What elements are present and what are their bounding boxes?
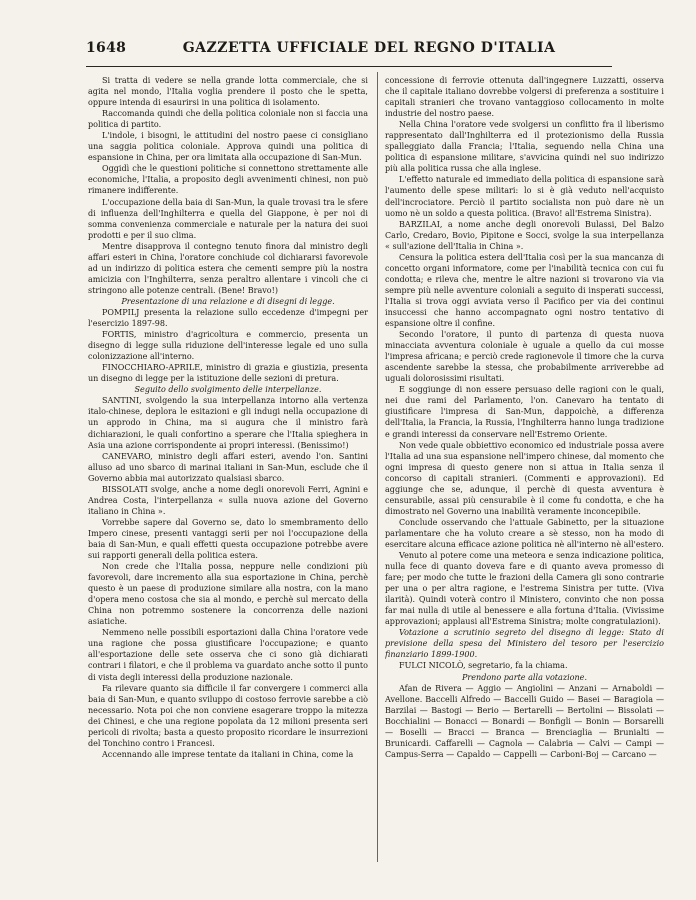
paragraph: concessione di ferrovie ottenuta dall'ingegnere Luzzatti, osserva che il capitale italiano dovrebbe volgersi di preferenza a sostituire i capitali stranieri che trovano vantaggioso collocamento in molte industrie del nostro paese. <box>385 76 664 119</box>
paragraph: Secondo l'oratore, il punto di partenza di questa nuova minacciata avventura coloniale è uguale a quello da cui mosse l'impresa africana; e perciò crede ragionevole il timore che la curva ascendente sarebbe la stessa, che probabilmente arriverebbe ad uguali dolorosissimi risultati. <box>385 330 664 384</box>
voters-list: Afan de Rivera — Aggio — Angiolini — Anzani — Arnaboldi — Avellone. Baccelli Alfredo — Baccelli Guido — Basei — Baragiola — Barzilai — Bastogi — Berio — Bertarelli — Bertolini — Bissolati — Bocchialini — Bonacci — Bonardi — Bonfigli — Bonin — Borsarelli — Boselli — Bracci — Branca — Brenciaglia — Brunialti — Brunicardi. Caffarelli — Cagnola — Calabria — Calvi — Campi — Campus-Serra — Capaldo — Cappelli — Carboni-Boj — Carcano — <box>385 683 664 759</box>
paragraph: SANTINI, svolgendo la sua interpellanza intorno alla vertenza italo-chinese, deplora le esitazioni e gli indugi nella occupazione di un approdo in China, ma si augura che il ministro farà dichiarazioni, le quali confortino a sperare che l'Italia spieghera in Asia una azione corrispondente ai propri interessi. (Benissimo!) <box>88 396 368 450</box>
paragraph: Mentre disapprova il contegno tenuto finora dal ministro degli affari esteri in China, l'oratore conchiude col dichiararsi favorevole ad un indirizzo di politica estera che cementi sempre più la nostra amicizia con l'Inghilterra, senza peraltro allentare i vincoli che ci stringono alle potenze centrali. (Bene! Bravo!) <box>88 241 368 295</box>
paragraph: Nemmeno nelle possibili esportazioni dalla China l'oratore vede una ragione che possa giustificare l'occupazione; e quanto all'esportazione delle sete osserva che ci sono già dichiarati contrari i filatori, e che il problema va guardato anche sotto il punto di vista degli interessi della produzione nazionale. <box>88 628 368 682</box>
paragraph: L'indole, i bisogni, le attitudini del nostro paese ci consigliano una saggia politica coloniale. Approva quindi una politica di espansione in China, per ora limitata alla occupazione di San-Mun. <box>88 131 368 163</box>
paragraph: L'effetto naturale ed immediato della politica di espansione sarà l'aumento delle spese militari: lo si è già veduto nell'acquisto dell'incrociatore. Perciò il partito socialista non può dare nè un uomo nè un soldo a questa politica. (Bravo! all'Estrema Sinistra). <box>385 175 664 218</box>
paragraph: Venuto al potere come una meteora e senza indicazione politica, nulla fece di quanto doveva fare e di quanto aveva promesso di fare; per modo che tutte le frazioni della Camera gli sono contrarie per una o per altra ragione, e l'estrema Sinistra per tutte. (Viva ilarità). Quindi voterà contro il Ministero, convinto che non possa far mai nulla di utile al benessere e alla fortuna d'Italia. (Vivissime approvazioni; applausi all'Estrema Sinistra; molte congratulazioni). <box>385 551 664 627</box>
paragraph: BISSOLATI svolge, anche a nome degli onorevoli Ferri, Agnini e Andrea Costa, l'interpellanza « sulla nuova azione del Governo italiano in China ». <box>88 484 368 516</box>
paragraph: Fa rilevare quanto sia difficile il far convergere i commerci alla baia di San-Mun, e quanto sviluppo di costoso ferrovie sarebbe a ciò necessario. Nota poi che non conviene esagerare troppo la mitezza dei Chinesi, e che una regione popolata da 12 milioni presenta seri pericoli di rivolta; basta a questo proposito ricordare le insurrezioni del Tonchino contro i Francesi. <box>88 683 368 748</box>
section-heading: Seguito dello svolgimento delle interpellanze. <box>134 385 322 395</box>
paragraph: Conclude osservando che l'attuale Gabinetto, per la situazione parlamentare che ha voluto creare a sè stesso, non ha modo di esercitare alcuna efficace azione politica nè all'interno nè all'estero. <box>385 517 664 549</box>
page-number: 1648 <box>86 40 127 56</box>
page-header <box>86 40 612 67</box>
paragraph: E soggiunge di non essere persuaso delle ragioni con le quali, nei due rami del Parlamento, l'on. Canevaro ha tentato di giustificare l'impresa di San-Mun, dappoichè, a differenza dell'Italia, la Francia, la Russia, l'Inghilterra hanno lunga tradizione e grandi interessi da conservare nell'Estremo Oriente. <box>385 385 664 439</box>
paragraph: Non crede che l'Italia possa, neppure nelle condizioni più favorevoli, dare incremento alla sua esportazione in China, perchè questo è un paese di produzione similare alla nostra, con la mano d'opera meno costosa che sia al mondo, e perchè sul mercato della China non potremmo sostenere la concorrenza delle nazioni asiatiche. <box>88 562 368 627</box>
paragraph: Raccomanda quindi che della politica coloniale non si faccia una politica di partito. <box>88 109 368 130</box>
paragraph: Oggidì che le questioni politiche si connettono strettamente alle economiche, l'Italia, a proposito degli avvenimenti chinesi, non può rimanere indifferente. <box>88 164 368 196</box>
left-column <box>88 75 368 865</box>
paragraph: Nella China l'oratore vede svolgersi un conflitto fra il liberismo rappresentato dall'Inghilterra ed il protezionismo della Russia spalleggiato dalla Francia; l'Italia, seguendo nella China una politica di espansione militare, s'avvicina quindi nel suo indirizzo più alla politica russa che alla inglese. <box>385 120 664 174</box>
column-divider <box>377 72 378 862</box>
paragraph: CANEVARO, ministro degli affari esteri, avendo l'on. Santini alluso ad uno sbarco di marinai italiani in San-Mun, esclude che il Governo abbia mai autorizzato qualsiasi sbarco. <box>88 451 368 483</box>
paragraph: BARZILAI, a nome anche degli onorevoli Bulassi, Del Balzo Carlo, Credaro, Bovio, Pipitone e Socci, svolge la sua interpellanza « sull'azione dell'Italia in China ». <box>385 219 664 251</box>
section-heading: Prendono parte alla votazione. <box>461 672 588 682</box>
paragraph: Non vede quale obbiettivo economico ed industriale possa avere l'Italia ad una sua espansione nell'impero chinese, dal momento che ogni impresa di questo genere non si attua in Italia senza il concorso di capitali stranieri. (Commenti e approvazioni). Ed aggiunge che se, adunque, il perchè di questa avventura è censurabile, assai più censurabile è il come fu condotta, e che ha dimostrato nel Governo una inabilità veramente inconcepibile. <box>385 440 664 516</box>
gazette-title: GAZZETTA UFFICIALE DEL REGNO D'ITALIA <box>182 40 556 56</box>
paragraph: Vorrebbe sapere dal Governo se, dato lo smembramento dello Impero cinese, presenti vantaggi serii per noi l'occupazione della baia di San-Mun, e quali effetti questa occupazione potrebbe avere sui rapporti generali della politica estera. <box>88 517 368 561</box>
paragraph: Si tratta di vedere se nella grande lotta commerciale, che si agita nel mondo, l'Italia voglia prendere il posto che le spetta, oppure intenda di esaurirsi in una politica di isolamento. <box>88 76 368 108</box>
right-column <box>385 75 664 865</box>
paragraph: Censura la politica estera dell'Italia così per la sua mancanza di concetto organi informatore, come per l'inabilità tecnica con cui fu condotta; e rileva che, mentre le altre nazioni si trovarono via via sempre più nelle avventure coloniali a seguito di insperati successi, l'Italia si trova oggi avviata verso il Pacifico per via dei continui insuccessi che hanno accompagnato ogni nostro tentativo di espansione oltre il confine. <box>385 252 664 329</box>
section-heading: Presentazione di una relazione e di disegni di legge. <box>121 296 335 306</box>
paragraph: L'occupazione della baia di San-Mun, la quale trovasi tra le sfere di influenza dell'Inghilterra e quella del Giappone, è per noi di somma convenienza commerciale e naturale per la natura dei suoi prodotti e per il suo clima. <box>88 197 368 240</box>
paragraph: FORTIS, ministro d'agricoltura e commercio, presenta un disegno di legge sulla riduzione dell'interesse legale ed uno sulla colonizzazione all'interno. <box>88 330 368 362</box>
vote-announcement: Votazione a scrutinio segreto del disegno di legge: Stato di previsione della spesa del Ministero del tesoro per l'esercizio finanziario 1899-1900. <box>385 628 664 660</box>
paragraph: FULCI NICOLÒ, segretario, fa la chiama. <box>399 661 568 671</box>
paragraph: FINOCCHIARO-APRILE, ministro di grazia e giustizia, presenta un disegno di legge per la istituzione delle sezioni di pretura. <box>88 363 368 384</box>
paragraph: Accennando alle imprese tentate da italiani in China, come la <box>102 749 354 759</box>
paragraph: POMPILJ presenta la relazione sullo eccedenze d'impegni per l'esercizio 1897-98. <box>88 307 368 329</box>
